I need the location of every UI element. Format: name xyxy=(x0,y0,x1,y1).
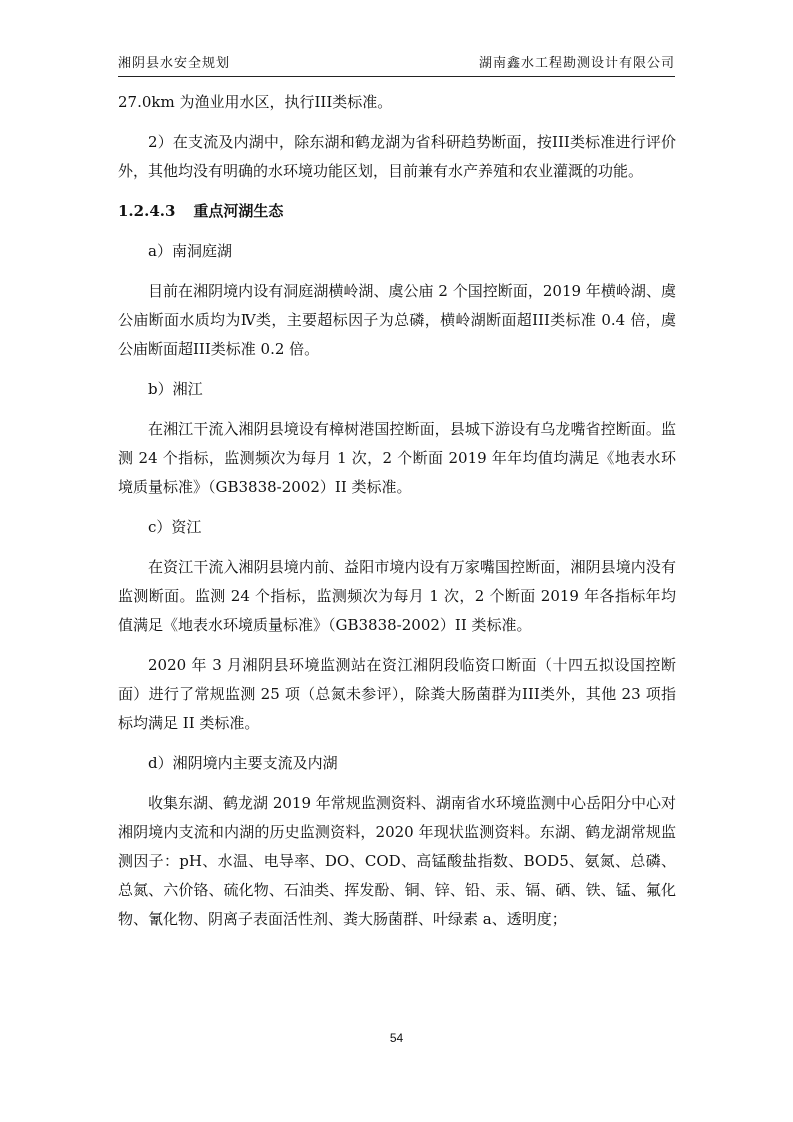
paragraph-south-dongting: 目前在湘阴境内设有洞庭湖横岭湖、虞公庙 2 个国控断面，2019 年横岭湖、虞公庙断面水质均为Ⅳ类，主要超标因子为总磷，横岭湖断面超III类标准 0.4 倍，虞公庙断面超III类标准 0.2 倍。 xyxy=(118,282,676,358)
section-title: 重点河湖生态 xyxy=(193,202,284,220)
page-body xyxy=(118,88,676,945)
page-number: 54 xyxy=(389,1031,404,1045)
paragraph-tributaries-lakes: 收集东湖、鹤龙湖 2019 年常规监测资料、湖南省水环境监测中心岳阳分中心对湘阴境内支流和内湖的历史监测资料，2020 年现状监测资料。东湖、鹤龙湖常规监测因子：pH、水温、电导率、DO、COD、高锰酸盐指数、BOD5、氨氮、总磷、总氮、六价铬、硫化物、石油类、挥发酚、铜、锌、铅、汞、镉、硒、铁、锰、氟化物、氰化物、阴离子表面活性剂、粪大肠菌群、叶绿素 a、透明度； xyxy=(118,794,676,928)
subsection-c-heading: c）资江 xyxy=(148,518,202,536)
paragraph-fishery-zone: 27.0km 为渔业用水区，执行III类标准。 xyxy=(118,93,393,111)
subsection-a-heading: a）南洞庭湖 xyxy=(148,242,232,260)
section-heading xyxy=(118,197,676,226)
header-document-title: 湘阴县水安全规划 xyxy=(118,56,231,71)
subsection-b-heading: b）湘江 xyxy=(148,380,203,398)
subsection-d-heading: d）湘阴境内主要支流及内湖 xyxy=(148,754,338,772)
paragraph-zijiang: 在资江干流入湘阴县境内前、益阳市境内设有万家嘴国控断面，湘阴县境内没有监测断面。监测 24 个指标，监测频次为每月 1 次，2 个断面 2019 年各指标年均值满足《地表水环境质量标准》（GB3838-2002）II 类标准。 xyxy=(118,558,676,634)
section-number: 1.2.4.3 xyxy=(118,202,176,220)
header-divider xyxy=(118,76,675,77)
header-company-name: 湖南鑫水工程勘测设计有限公司 xyxy=(478,56,675,71)
paragraph-zijiang-monitoring-2020: 2020 年 3 月湘阴县环境监测站在资江湘阴段临资口断面（十四五拟设国控断面）进行了常规监测 25 项（总氮未参评），除粪大肠菌群为III类外，其他 23 项指标均满足 II 类标准。 xyxy=(118,656,676,732)
paragraph-tributaries: 2）在支流及内湖中，除东湖和鹤龙湖为省科研趋势断面，按III类标准进行评价外，其他均没有明确的水环境功能区划，目前兼有水产养殖和农业灌溉的功能。 xyxy=(118,133,676,180)
page-header xyxy=(118,52,675,74)
paragraph-xiangjiang: 在湘江干流入湘阴县境设有樟树港国控断面，县城下游设有乌龙嘴省控断面。监测 24 个指标，监测频次为每月 1 次，2 个断面 2019 年年均值均满足《地表水环境质量标准》（GB3838-2002）II 类标准。 xyxy=(118,420,676,496)
